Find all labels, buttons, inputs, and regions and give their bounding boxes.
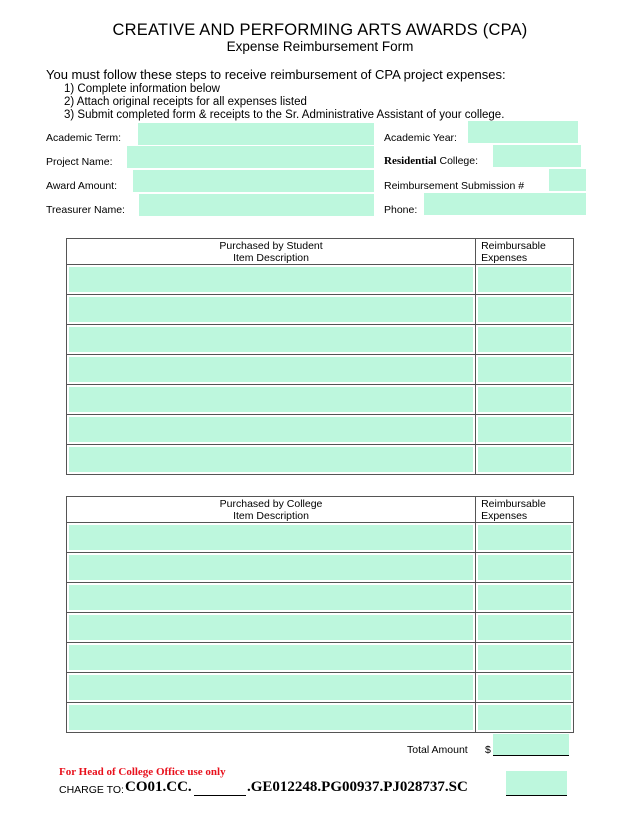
college-table-row	[67, 703, 574, 733]
student-expense-field[interactable]	[478, 327, 571, 352]
academic-term-input[interactable]	[138, 123, 374, 145]
college-amount-header	[476, 497, 574, 523]
college-expense-cell[interactable]	[476, 583, 574, 613]
college-description-field[interactable]	[69, 555, 473, 580]
charge-sc-input[interactable]	[506, 771, 567, 796]
total-amount-underline	[493, 755, 569, 756]
student-description-header	[67, 239, 476, 265]
student-expense-cell[interactable]	[476, 265, 574, 295]
student-description-cell[interactable]	[67, 265, 476, 295]
student-expense-field[interactable]	[478, 417, 571, 442]
academic-term-label: Academic Term:	[46, 132, 122, 144]
college-table-body	[67, 523, 574, 733]
college-description-cell[interactable]	[67, 673, 476, 703]
college-expense-field[interactable]	[478, 645, 571, 670]
college-header-line2: Item Description	[233, 510, 309, 522]
student-expense-cell[interactable]	[476, 415, 574, 445]
college-description-field[interactable]	[69, 525, 473, 550]
college-table-row	[67, 613, 574, 643]
reimbursement-submission-label: Reimbursement Submission #	[384, 180, 525, 192]
form-title: CREATIVE AND PERFORMING ARTS AWARDS (CPA)	[112, 21, 528, 39]
instructions-intro: You must follow these steps to receive reimbursement of CPA project expenses:	[46, 67, 506, 82]
student-amount-header	[476, 239, 574, 265]
college-amount-line2: Expenses	[481, 510, 528, 522]
student-description-field[interactable]	[69, 357, 473, 382]
student-description-field[interactable]	[69, 447, 473, 472]
charge-to-label: CHARGE TO:	[59, 784, 124, 796]
charge-cc-input[interactable]	[194, 779, 246, 796]
college-expense-cell[interactable]	[476, 673, 574, 703]
residential-college-label	[384, 155, 478, 167]
residential-college-label-bold: Residential	[384, 155, 437, 167]
college-table-row	[67, 553, 574, 583]
student-description-cell[interactable]	[67, 415, 476, 445]
total-amount-input[interactable]	[493, 734, 569, 756]
college-expense-cell[interactable]	[476, 643, 574, 673]
student-description-field[interactable]	[69, 267, 473, 292]
student-expense-field[interactable]	[478, 357, 571, 382]
student-expense-cell[interactable]	[476, 385, 574, 415]
college-amount-line1: Reimbursable	[481, 498, 546, 510]
student-description-cell[interactable]	[67, 355, 476, 385]
reimbursement-submission-input[interactable]	[549, 169, 586, 191]
academic-year-label: Academic Year:	[384, 132, 457, 144]
student-table-row	[67, 325, 574, 355]
student-table-row	[67, 295, 574, 325]
college-description-cell[interactable]	[67, 583, 476, 613]
college-table-row	[67, 673, 574, 703]
charge-code-suffix: .GE012248.PG00937.PJ028737.SC	[247, 779, 468, 795]
student-description-cell[interactable]	[67, 445, 476, 475]
student-purchases-table	[66, 238, 574, 475]
student-table-body	[67, 265, 574, 475]
student-description-field[interactable]	[69, 297, 473, 322]
student-expense-field[interactable]	[478, 387, 571, 412]
charge-sc-underline	[506, 795, 567, 796]
college-expense-field[interactable]	[478, 525, 571, 550]
student-table-row	[67, 355, 574, 385]
college-description-field[interactable]	[69, 615, 473, 640]
student-header-line2: Item Description	[233, 252, 309, 264]
student-expense-field[interactable]	[478, 267, 571, 292]
award-amount-label: Award Amount:	[46, 180, 118, 192]
instruction-step: 3) Submit completed form & receipts to the Sr. Administrative Assistant of your college.	[64, 109, 505, 121]
college-expense-cell[interactable]	[476, 553, 574, 583]
student-description-field[interactable]	[69, 387, 473, 412]
student-header-line1: Purchased by Student	[219, 240, 323, 252]
student-description-field[interactable]	[69, 417, 473, 442]
student-description-cell[interactable]	[67, 325, 476, 355]
college-header-line1: Purchased by College	[219, 498, 323, 510]
student-description-field[interactable]	[69, 327, 473, 352]
college-table-row	[67, 643, 574, 673]
college-description-field[interactable]	[69, 645, 473, 670]
student-table-row	[67, 415, 574, 445]
project-name-label: Project Name:	[46, 156, 113, 168]
form-subtitle: Expense Reimbursement Form	[226, 39, 414, 54]
treasurer-name-input[interactable]	[139, 194, 374, 216]
student-expense-cell[interactable]	[476, 325, 574, 355]
college-expense-field[interactable]	[478, 705, 571, 730]
college-description-header	[67, 497, 476, 523]
college-expense-field[interactable]	[478, 555, 571, 580]
treasurer-name-label: Treasurer Name:	[46, 204, 125, 216]
student-table-row	[67, 445, 574, 475]
phone-input[interactable]	[424, 193, 586, 215]
college-description-cell[interactable]	[67, 523, 476, 553]
college-expense-cell[interactable]	[476, 613, 574, 643]
student-table-row	[67, 385, 574, 415]
student-description-cell[interactable]	[67, 385, 476, 415]
college-expense-cell[interactable]	[476, 523, 574, 553]
charge-code-prefix: CO01.CC.	[125, 779, 192, 795]
college-description-field[interactable]	[69, 675, 473, 700]
residential-college-input[interactable]	[493, 145, 581, 167]
college-description-cell[interactable]	[67, 613, 476, 643]
residential-college-label-rest: College:	[436, 155, 479, 167]
college-expense-cell[interactable]	[476, 703, 574, 733]
college-description-cell[interactable]	[67, 643, 476, 673]
college-description-cell[interactable]	[67, 703, 476, 733]
college-description-field[interactable]	[69, 705, 473, 730]
office-use-note: For Head of College Office use only	[59, 766, 226, 778]
instruction-step: 2) Attach original receipts for all expenses listed	[64, 96, 307, 108]
college-expense-field[interactable]	[478, 675, 571, 700]
college-expense-field[interactable]	[478, 615, 571, 640]
student-expense-field[interactable]	[478, 447, 571, 472]
college-expense-field[interactable]	[478, 585, 571, 610]
student-expense-field[interactable]	[478, 297, 571, 322]
student-table-row	[67, 265, 574, 295]
student-expense-cell[interactable]	[476, 445, 574, 475]
college-purchases-table	[66, 496, 574, 733]
phone-label: Phone:	[384, 204, 418, 216]
college-table-row	[67, 523, 574, 553]
instruction-step: 1) Complete information below	[64, 83, 220, 95]
college-description-field[interactable]	[69, 585, 473, 610]
student-expense-cell[interactable]	[476, 295, 574, 325]
total-amount-label: Total Amount	[407, 744, 468, 756]
college-table-row	[67, 583, 574, 613]
student-amount-line1: Reimbursable	[481, 240, 546, 252]
academic-year-input[interactable]	[468, 121, 578, 143]
project-name-input[interactable]	[127, 146, 374, 168]
student-description-cell[interactable]	[67, 295, 476, 325]
award-amount-input[interactable]	[133, 170, 374, 192]
student-amount-line2: Expenses	[481, 252, 528, 264]
student-expense-cell[interactable]	[476, 355, 574, 385]
total-currency-symbol: $	[485, 744, 491, 756]
college-description-cell[interactable]	[67, 553, 476, 583]
